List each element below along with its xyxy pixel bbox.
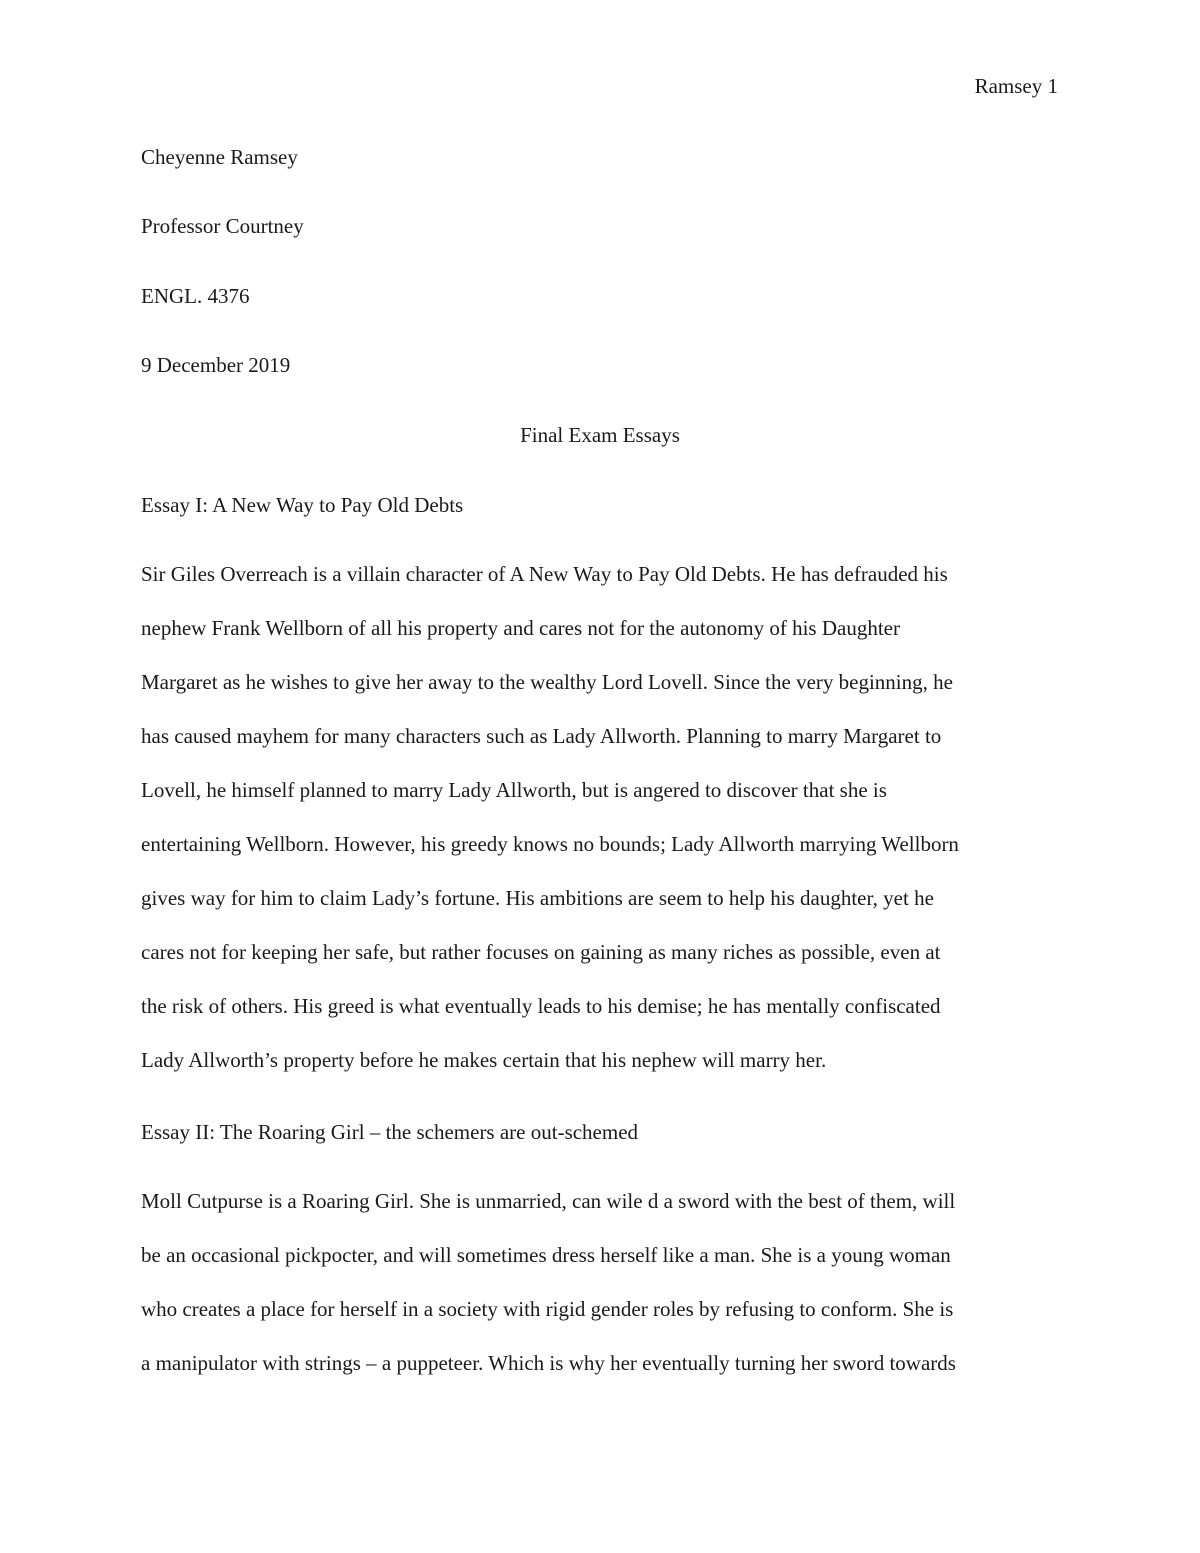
essay-2-line: be an occasional pickpocter, and will sometimes dress herself like a man. She is a young woman — [141, 1243, 951, 1267]
essay-1-line: entertaining Wellborn. However, his greedy knows no bounds; Lady Allworth marrying Wellborn — [141, 832, 959, 856]
essay-1-line: Sir Giles Overreach is a villain character of A New Way to Pay Old Debts. He has defrauded his — [141, 562, 948, 586]
essay-1-line: the risk of others. His greed is what eventually leads to his demise; he has mentally confiscated — [141, 994, 941, 1018]
essay-1-line: gives way for him to claim Lady’s fortune. His ambitions are seem to help his daughter, yet he — [141, 886, 934, 910]
essay-2-line: who creates a place for herself in a society with rigid gender roles by refusing to conform. She is — [141, 1297, 954, 1321]
course-number: ENGL. 4376 — [141, 284, 250, 308]
document-title: Final Exam Essays — [520, 423, 680, 447]
essay-2-heading: Essay II: The Roaring Girl – the schemers are out-schemed — [141, 1120, 639, 1144]
essay-2-line: a manipulator with strings – a puppeteer. Which is why her eventually turning her sword towards — [141, 1351, 956, 1375]
student-name: Cheyenne Ramsey — [141, 145, 298, 169]
essay-1-line: nephew Frank Wellborn of all his property and cares not for the autonomy of his Daughter — [141, 616, 900, 640]
essay-1-heading: Essay I: A New Way to Pay Old Debts — [141, 493, 464, 517]
essay-1-line: Margaret as he wishes to give her away to the wealthy Lord Lovell. Since the very beginning, he — [141, 670, 953, 694]
essay-2-line: Moll Cutpurse is a Roaring Girl. She is unmarried, can wile d a sword with the best of them, will — [141, 1189, 956, 1213]
professor-name: Professor Courtney — [141, 214, 304, 238]
running-head: Ramsey 1 — [974, 74, 1058, 98]
essay-1-line: Lady Allworth’s property before he makes certain that his nephew will marry her. — [141, 1048, 827, 1072]
date: 9 December 2019 — [141, 353, 291, 377]
essay-1-line: Lovell, he himself planned to marry Lady Allworth, but is angered to discover that she is — [141, 778, 887, 802]
essay-1-line: has caused mayhem for many characters such as Lady Allworth. Planning to marry Margaret to — [141, 724, 942, 748]
essay-1-line: cares not for keeping her safe, but rather focuses on gaining as many riches as possible, even at — [141, 940, 941, 964]
